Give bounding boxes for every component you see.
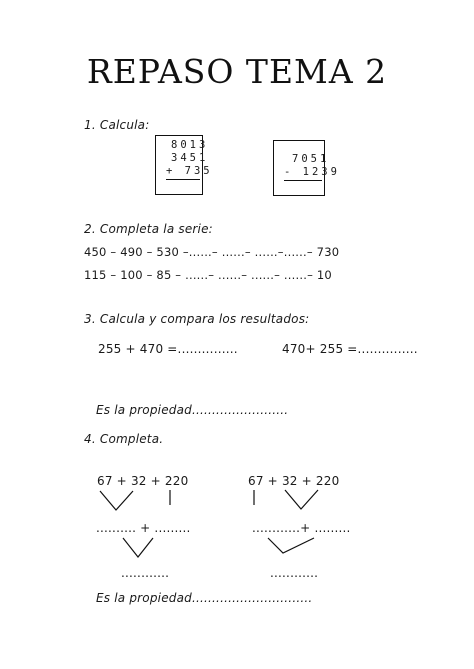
subtraction-row-1: 7051: [292, 153, 330, 165]
addition-row-2: 3451: [171, 152, 209, 164]
left-partial-sum[interactable]: .......... + .........: [96, 521, 191, 535]
series-row-2[interactable]: 115 – 100 – 85 – ......– ......– ......– ......– 10: [84, 268, 332, 282]
exercise-1-label: 1. Calcula:: [84, 118, 150, 132]
property-line-2[interactable]: Es la propiedad..............................: [96, 591, 313, 605]
left-bottom-bracket: [123, 538, 153, 557]
compare-right[interactable]: 470+ 255 =...............: [282, 342, 418, 356]
page-title: REPASO TEMA 2: [86, 52, 388, 91]
exercise-3-label: 3. Calcula y compara los resultados:: [84, 312, 310, 326]
right-partial-sum[interactable]: ............+ .........: [252, 521, 351, 535]
right-top-bracket: [285, 490, 318, 509]
right-expression: 67 + 32 + 220: [248, 474, 340, 488]
left-total[interactable]: ............: [121, 566, 170, 580]
compare-left[interactable]: 255 + 470 =...............: [98, 342, 238, 356]
left-top-bracket: [100, 491, 133, 510]
property-line-1[interactable]: Es la propiedad........................: [96, 403, 289, 417]
series-row-1[interactable]: 450 – 490 – 530 –......– ......– ......–......– 730: [84, 245, 340, 259]
right-total[interactable]: ............: [270, 566, 319, 580]
subtraction-row-2: - 1239: [284, 166, 340, 178]
addition-row-3: + 735: [166, 165, 213, 177]
right-bottom-bracket: [268, 538, 314, 553]
addition-row-1: 8013: [171, 139, 209, 151]
exercise-2-label: 2. Completa la serie:: [84, 222, 213, 236]
left-expression: 67 + 32 + 220: [97, 474, 189, 488]
exercise-4-label: 4. Completa.: [84, 432, 164, 446]
